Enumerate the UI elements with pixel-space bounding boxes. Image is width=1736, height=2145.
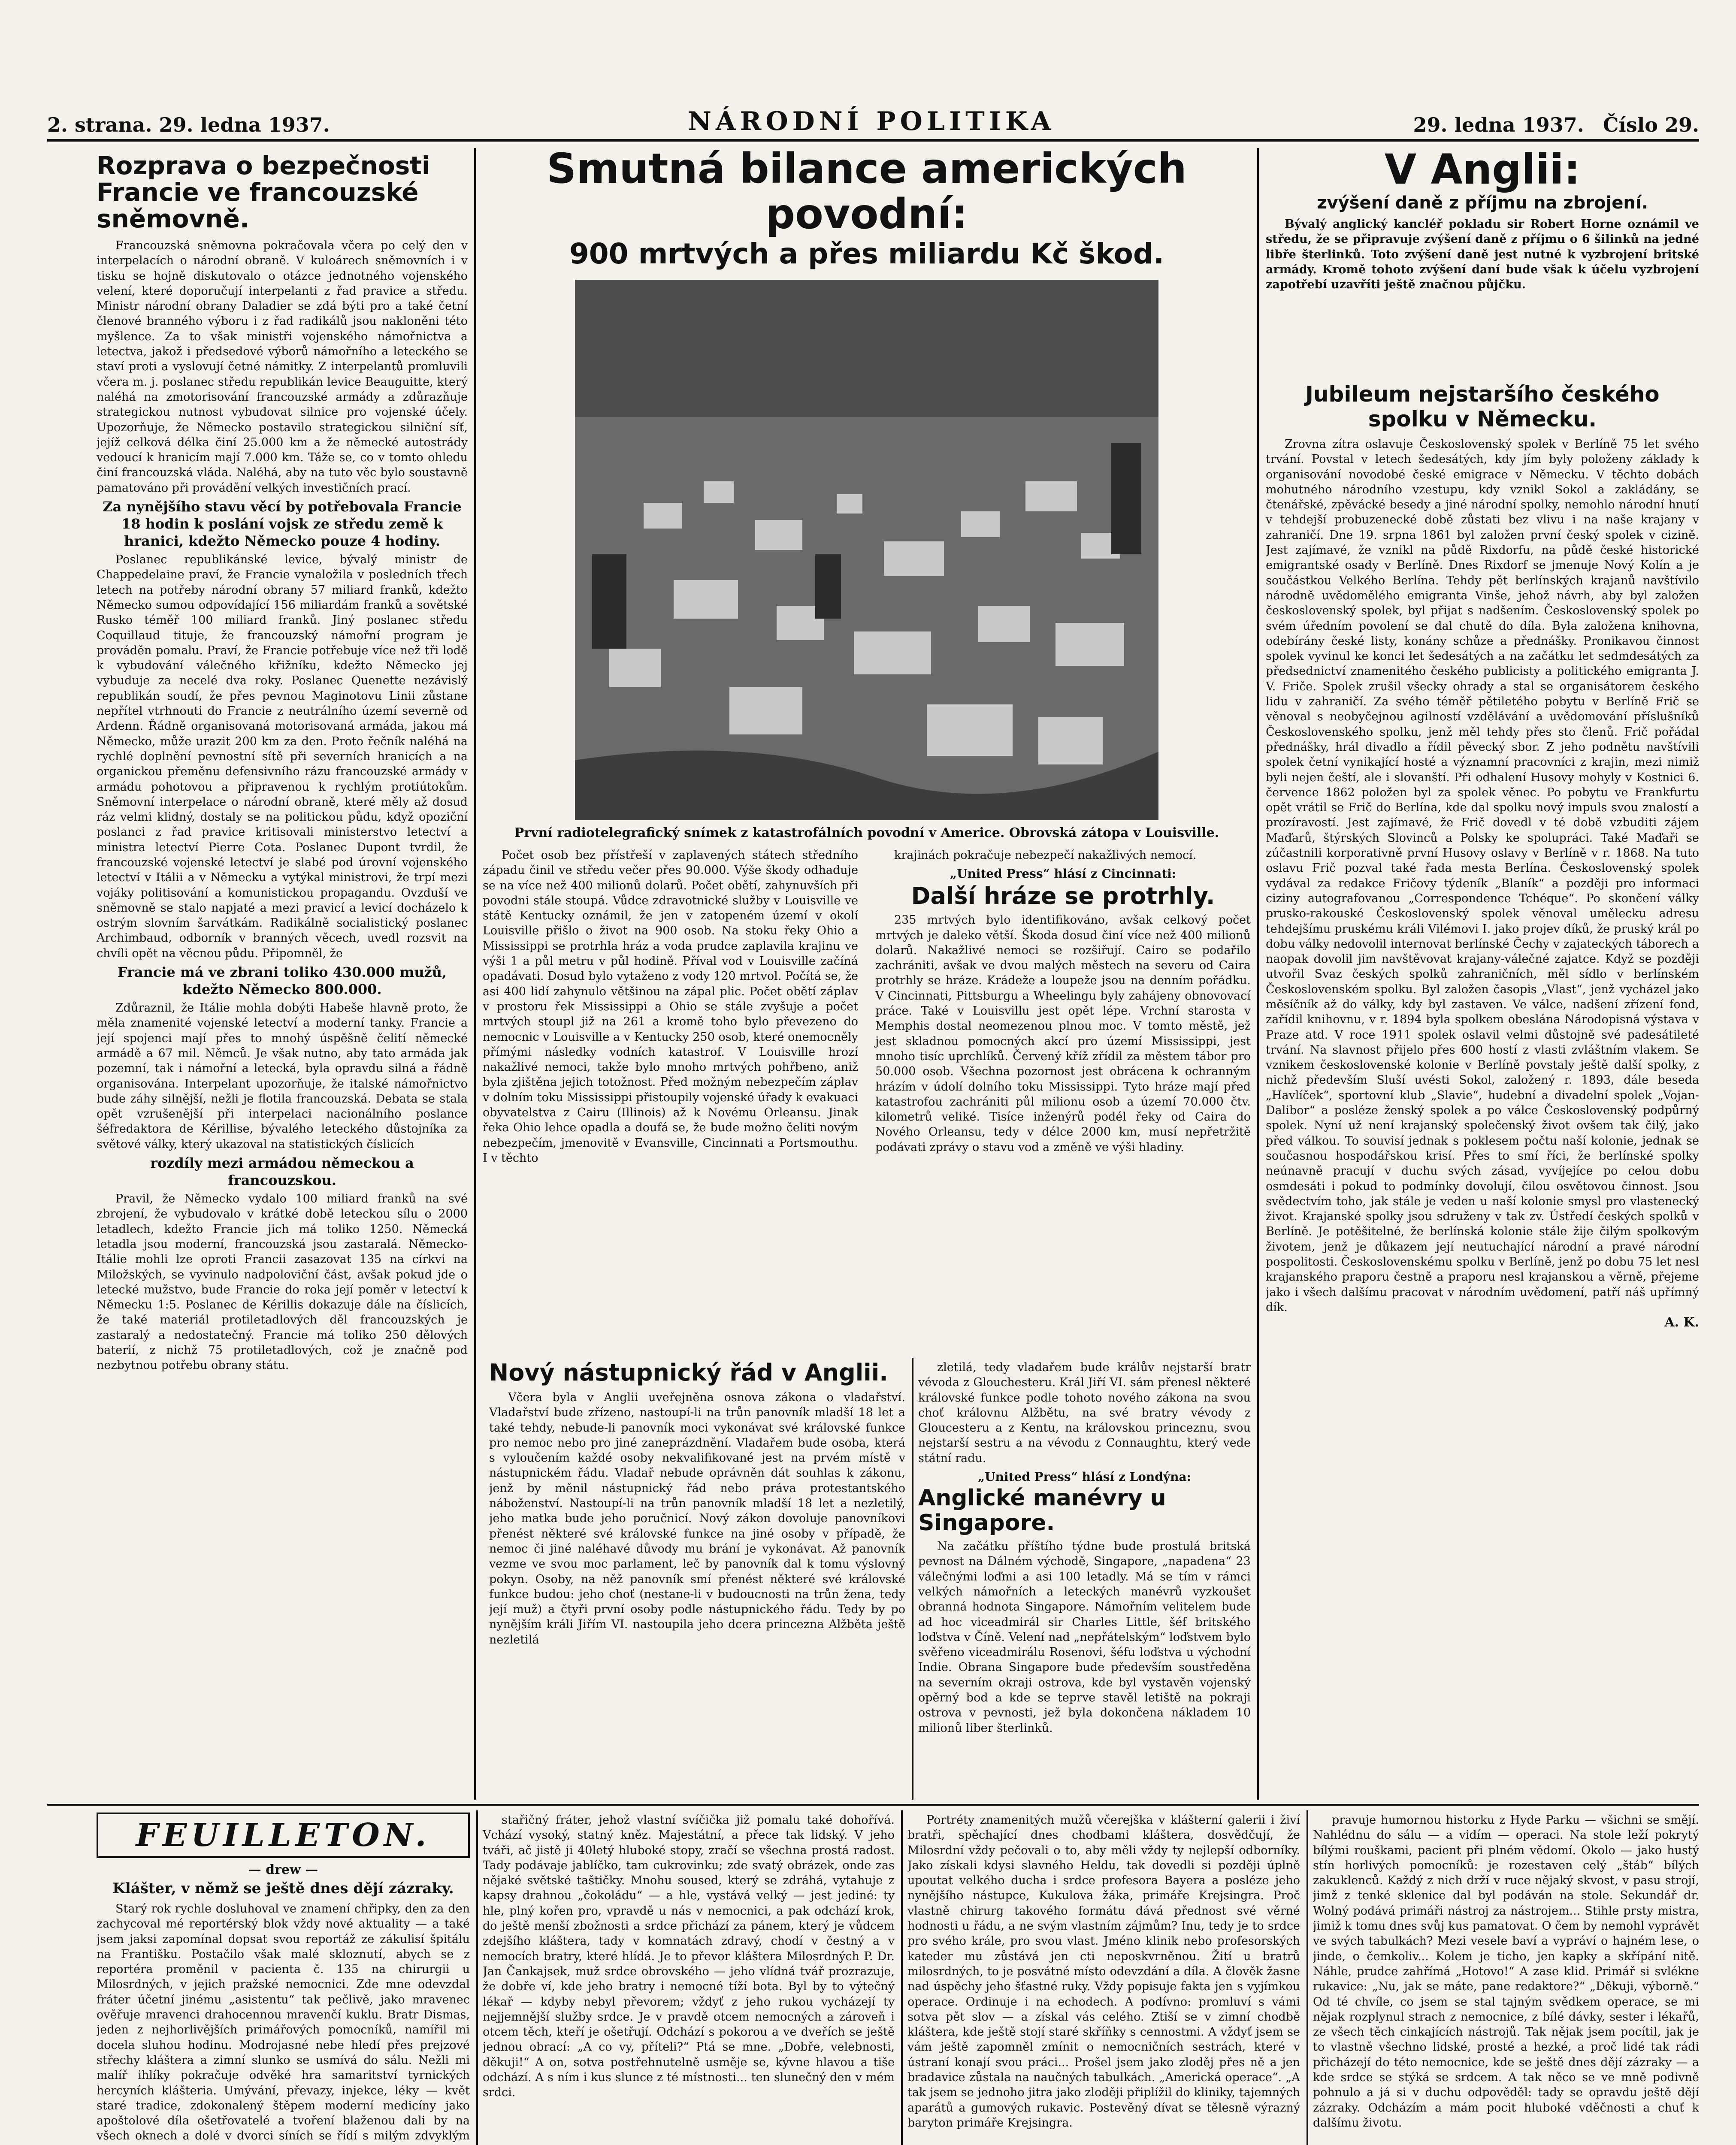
column-rule <box>476 1810 478 2145</box>
feuilleton-col-2 <box>483 1813 895 2145</box>
news-agency-kicker: „United Press“ hlásí z Londýna: <box>978 1470 1191 1484</box>
article-subheadline: 900 mrtvých a přes miliardu Kč škod. <box>569 237 1164 270</box>
feuilleton-body: Portréty znamenitých mužů včerejška v klášterní galerii i živí bratři, spěchající dnes chodbami kláštera, dosvědčují, že Milosrdní vždy pečovali o to, aby měli vždy ty nejlepší odborníky. Jako získali kdysi slavného Heldu, tak dovedli si později úplně upoutat velkého ducha i srdce profesora Bayera a posléze jeho nynějšího nástupce, Kukulova žáka, primáře Krejsingra. Proč vlastně chirurg takového formátu dává přednost své věrné hodnosti u řádu, a ne svým vlastním zájmům? Inu, tedy je to srdce pro svého krále, pro svou vlast. Jméno klinik nebo profesorských kateder mu zůstává jen cti neposkvrněnou. Žití u bratrů milosrdných, to je posvátné místo odevzdání a díla. A člověk žasne nad úspěchy jeho šťastné ruky. Vždy popisuje fakta jen s vyjímkou operace. Ordinuje i na echodech. A podívno: promluví s vámi sotva pět slov — a získal vás celého. Ztiší se v zimní chodbě kláštera, kde ještě stojí staré skříňky s cennostmi. A vždyť jsem se vám ještě zapomněl zmínit o nemocničních sestrách, které v ústraní konají svou práci... Prošel jsem jako zloděj přes ně a jen bradavice zůstala na naučných tabulkách. „Americká operace“. „A tak jsem se jednoho jitra jako zloději připlížil do kliniky, tajemných aparátů a gumových rukavic. Postevěný dívat se tělesně výrazný baryton primáře Krejsingra. <box>907 1813 1300 2130</box>
feuilleton-author: — drew — <box>248 1862 318 1877</box>
issue-date: 29. ledna 1937. <box>1413 113 1584 136</box>
flood-photo-image <box>575 280 1158 820</box>
news-agency-kicker: „United Press“ hlásí z Cincinnati: <box>950 867 1176 881</box>
article-body: zletilá, tedy vladařem bude králův nejstarší bratr vévoda z Glouchesteru. Král Jiří VI. sám přenesl některé královské funkce podle tohoto nového zákona na svou choť královnu Alžbětu, na své bratry vévody z Gloucesteru a z Kentu, na královskou princeznu, svou nejstarší sestru a na vévodu z Connaughtu, který vede státní radu. <box>918 1361 1251 1465</box>
bold-paragraph: Za nynějšího stavu věcí by potřebovala Francie 18 hodin k poslání vojsk ze středu země k hranici, kdežto Německo pouze 4 hodiny. <box>103 498 462 550</box>
article-england-tax <box>1266 148 1699 375</box>
feuilleton-headline: Klášter, v němž se ještě dnes dějí zázraky. <box>112 1880 454 1897</box>
feuilleton-body: Starý rok rychle dosluhoval ve znamení chřipky, den za den zachycoval mé reportérský blok vždy nové aktuality — a také jsem jaksi zapomínal dopsat svou reportáž ze zákulisí špitálu na Františku. Postačilo však malé skloznutí, abych se z reportéra proměnil v pacienta č. 135 na chirurgii u Milosrdných, v jejich pražské nemocnici. Zde mne odevzdal fráter účetní jinému „asistentu“ tak pečlivě, jako mravenec ověřuje mravenci drahocennou mravenčí kuklu. Bratr Dismas, jeden z nejhorlivějších primářových pomocníků, namířil mi docela sluhou hodinu. Modrojasné nebe hledí přes prejzové střechy kláštera a zimní slunko se usmívá do sálu. Nežli mi malíř ihlíky pokračuje odvěké hra samaritství tyrnických hercyních klášteria. Umývání, převazy, injekce, léky — květ staré tradice, zdokonalený štěpem moderní medicíny jako apoštolové díla ošetřovatelé a tvoření blaženou dali by na všech oknech a dolé v dvorci síních se řídí s milým zdvyklým <box>97 1902 470 2143</box>
article-france <box>97 152 468 1800</box>
article-body: Zrovna zítra oslavuje Československý spolek v Berlíně 75 let svého trvání. Povstal v letech šedesátých, kdy jím byly položeny základy k organisování novodobé české emigrace v Německu. V těchto dobách mohutného národního vzestupu, kdy vznikl Sokol a zakládány, se čtenářské, zpěvácké besedy a jiné národní spolky, nemohlo národní hnutí v tehdejší probuzenecké době zůstati bez vlivu i na naše krajany v zahraničí. Dne 19. srpna 1861 byl založen první český spolek v cizině. Jest zajímavé, že vznikl na půdě Rixdorfu, na půdě české historické emigrantské osady v Berlíně. Dnes Rixdorf se jmenuje Nový Kolín a je součástkou Velkého Berlína. Tehdy pět berlínských krajanů navštívilo národně uvědomělého emigranta Vinše, jehož návrh, aby byl založen československý spolek, byl přijat s nadšením. Československý spolek po svém úředním povolení se dal chutě do díla. Byla založena knihovna, odebírány české listy, konány schůze a přednášky. Pronikavou činnost spolek vyvinul ke konci let šedesátých a na začátku let sedmdesátých za předsednictví znamenitého českého publicisty a politického emigranta J. V. Friče. Spolek zrušil všecky ohrady a stal se organisátorem českého lidu v zahraničí. Za svého téměř pětiletého pobytu v Berlíně Frič se věnoval s neobyčejnou agilností vzdělávání a uvědomování příslušníků Československého spolku, jenž měl tehdy přes sto členů. Frič pořádal přednášky, hrál divadlo a řídil pěvecký sbor. Z jeho podnětu navštívili spolek četní vynikající hosté a významní pracovníci z krajin, mezi nimiž byli nejen čeští, ale i slovanští. Při odhalení Husovy mohyly v Kostnici 6. července 1862 položen byl za spolek věnec. Po pobytu ve Frankfurtu opět vrátil se Frič do Berlína, kde dal spolku nový impuls svou znalostí a prozíravostí. Jest zajímavé, že Frič dovedl v té době vzbuditi zájem Maďarů, štýrských Slovinců a Polsky ke spolupráci. Také Maďaři se zúčastnili korporativně první Husovy oslavy v Berlíně v r. 1868. Na tuto oslavu Frič pozval také řada mesta Berlína. Československý spolek vydával za redakce Fričovy týdeník „Blaník“ a později pro informaci ciziny autografovanou „Correspondence Tchéque“. Po skončení války prusko-rakouské Československý spolek věnoval umělecku adresu tehdejšímu pruskému králi Vilémovi I. jako projev díků, že pruský král po dobu války nedovolil internovat berlínské Čechy v zajateckých táborech a naopak dovolil jim navštěvovat krajany-válečné zajatce. Když se později utvořil Svaz českých spolků zahraničních, měl sídlo v berlínském Československém spolku. Byl založen časopis „Vlast“, jenž vycházel jako měsíčník až do války, kdy byl zastaven. Ve válce, nadšení zřízení fond, zařídil knihovnu, v r. 1894 byla spolkem obeslána Národopisná výstava v Praze atd. V roce 1911 spolek oslavil velmi důstojně své padesátileté trvání. Na slavnost přijelo přes 600 hostí z vlasti zvláštním vlakem. Se vznikem československé kolonie v Berlíně povstaly ještě další spolky, z nichž především Sluší uvésti Sokol, založený r. 1893, dále beseda „Havlíček“, sportovní klub „Slavie“, hudební a divadelní spolek „Vojan-Dalibor“ a posléze ženský spolek a po válce Československý podpůrný spolek. Nyní už není krajanský společenský život ovšem tak čilý, jako před válkou. To souvisí jednak s poklesem počtu naší kolonie, jednak se současnou hospodářskou krisí. Přes to smí říci, že berlínské spolky neúnavně pracují v duchu svých zásad, vyvíjejíce po celou dobu osmdesáti i pokud to podmínky dovolují, čilou osvětovou činnost. Jsou svědectvím toho, jak stále je veden u naší kolonie smysl pro vlastenecký život. Krajanské spolky jsou sdruženy v tak zv. Ústředí českých spolků v Berlíně. Je potěšitelné, že berlínská kolonie stále žije čilým spolkovým životem, jenž je důkazem její neutuchající národní a pravé národní pospolitosti. Československému spolku v Berlíně, jenž po dobu 75 let nesl krajanského praporu čestně a praporu nesl krajanskou a věrně, přejeme jako i všech dalšímu pracovat v národním uvědomení, patří náš upřímný dík. <box>1266 438 1699 1314</box>
article-body: Bývalý anglický kancléř pokladu sir Robert Horne oznámil ve středu, že se připravuje zvýšení daně z příjmu o 6 šilinků na jedné libře šterlinků. Toto zvýšení daně jest nutné k vyzbrojení britské armády. Kromě tohoto zvýšení daní bude však k účelu vyzbrojení zapotřebí uzavříti ještě značnou půjčku. <box>1266 218 1699 292</box>
article-jubilee <box>1266 382 1699 1798</box>
article-succession <box>489 1360 905 1802</box>
article-floods <box>483 146 1251 1347</box>
feuilleton-title: FEUILLETON. <box>97 1813 470 1858</box>
column-rule <box>1257 148 1259 1800</box>
article-body: Na začátku příštího týdne bude prostulá britská pevnost na Dálném východě, Singapore, „napadena“ 23 válečnými loďmi a asi 100 letadly. Má se tím v rámci velkých námořních a leteckých manévrů vyzkoušet obranná hodnota Singapore. Námořním velitelem bude ad hoc viceadmirál sir Charles Little, šéf britského loďstva v Číně. Velení nad „nepřátelským“ loďstvem bylo svěřeno viceadmirálu Rosenovi, šéfu loďstva u východní Indie. Obrana Singapore bude především soustředěna na severním okraji ostrova, kde byl vystavěn vojenský opěrný bod a kde se teprve stavěl letiště na pokraji ostrova v pevnosti, jež byla dokončena nákladem 10 milionů liber šterlinků. <box>918 1540 1251 1735</box>
article-headline: Nový nástupnický řád v Anglii. <box>489 1360 888 1386</box>
flood-photo <box>575 280 1158 820</box>
article-succession-cont <box>918 1360 1251 1802</box>
column-rule <box>912 1358 913 1800</box>
feuilleton-body: stařičný fráter, jehož vlastní svíčička již pomalu také dohořívá. Vchází vysoký, statný kněz. Majestátní, a přece tak lidský. V jeho tváři, ač jistě ji 40letý hluboké stopy, zračí se všechna prostá radost. Tady podávaje jablíčko, tam cukrovinku; zde svatý obrázek, onde zas nějaké světské taštičky. Mnohu soused, který se zdráhá, vytahuje z kapsy drahnou „čokoládu“ — a hle, vystává velký — jest jediné: ty hle, plný kořen pro, vpravdě u nás v nemocnici, a pak odchází krok, do ještě menší zbožnosti a srdce přichází za pánem, který je vůdcem zdejšího kláštera, tady v komnatách zdravý, chodí v čestný a v nemocích bratry, které hlídá. Je to převor kláštera Milosrdných P. Dr. Jan Čankajsek, muž srdce obrovského — jeho vlídná tvář prozrazuje, že dobře ví, kde jeho bratry i nemocné tíží bota. Byl by to výtečný lékař — kdyby nebyl převorem; vždyť z jeho rukou vycházejí ty nejjemnější služby srdce. Je v pravdě otcem nemocných a zároveň i otcem těch, kteří je ošetřují. Odchází s pokorou a ve dveřích se ještě jednou obrací: „A co vy, příteli?“ Ptá se mne. „Dobře, velebnosti, děkuji!“ A on, sotva postřehnutelně usměje se, kývne hlavou a tiše odchází. A s ním i kus slunce z té místnosti... ten slunečný den v mém srdci. <box>483 1813 895 2100</box>
masthead-right <box>1413 113 1699 136</box>
page-number-date: 2. strana. 29. ledna 1937. <box>47 113 330 136</box>
article-headline: Rozprava o bezpečnosti Francie ve francouzské sněmovně. <box>97 152 430 233</box>
article-subheadline: Další hráze se protrhly. <box>911 882 1215 910</box>
feuilleton-col-4 <box>1313 1813 1699 2145</box>
feuilleton-col-1 <box>97 1813 470 2145</box>
article-body: Včera byla v Anglii uveřejněna osnova zákona o vladařství. Vladařství bude zřízeno, nastoupí-li na trůn panovník mladší 18 let a také tehdy, nebude-li panovník moci vykonávat své královské funkce pro nemoc nebo pro jiné zaneprázdnění. Vladařem bude osoba, která s vyloučením každé osoby nekvalifikované jest na prvém místě v nástupnickém řádu. Vladař nebude oprávněn dát souhlas k zákonu, jenž by měnil nástupnický řád nebo práva protestantského náboženství. Nastoupí-li na trůn panovník mladší 18 let a nezletilý, jeho matka bude jeho poručnicí. Nový zákon dovoluje panovníkovi přenést některé své královské funkce na jiné osoby v případě, že nemoc či jiné naléhavé důvody mu brání je vykonávat. Až panovník vezme ve svou moc parlament, leč by panovník dal k tomu výslovný pokyn. Osoby, na něž panovník smí přenést některé své královské funkce budou: jeho choť (nestane-li v budoucnosti na trůn žena, tedy její muž) a čtyři první osoby podle nástupnického řádu. Tedy by po nynějším králi Jiřím VI. nastoupila jeho dcera princezna Alžběta ještě nezletilá <box>489 1391 905 1647</box>
author-signature: A. K. <box>1664 1315 1699 1330</box>
article-subheadline: zvýšení daně z příjmu na zbrojení. <box>1317 193 1648 213</box>
article-headline: V Anglii: <box>1384 148 1581 193</box>
issue-number: Číslo 29. <box>1603 113 1699 136</box>
masthead <box>47 107 1699 142</box>
feuilleton-body: pravuje humornou historku z Hyde Parku — všichni se smějí. Nahlédnu do sálu — a vidím — operaci. Na stole leží pokrytý bílými rouškami, pacient při plném vědomí. Okolo — jako hustý stín horlivých pomocníků: je rozestaven celý „štáb“ bílých zakuklenců. Každý z nich drží v ruce nějaký skvost, v pasu strojí, jimž z tenké sklenice dal byl podáván na stole. Sekundář dr. Wolný podává primáři nástroj za nástrojem... Stihle prsty mistra, jimiž k tomu dnes svůj kus pamatovat. O čem by nemohl vyprávět ve svých tabulkách? Mezi vesele baví a vypráví o hajném lese, o jinde, o čemkoliv... Kolem je ticho, jen kapky a skřípání nitě. Náhle, prudce zahřímá „Hotovo!“ A zase klid. Primář si svlékne rukavice: „Nu, jak se máte, pane redaktore?“ „Děkuji, výborně.“ Od té chvíle, co jsem se stal tajným svědkem operace, se mi nějak rozplynul strach z nemocnice, z bílé dávky, sester i lékařů, ze všech těch cinkajících nástrojů. Tak nějak jsem pocítil, jak je to vlastně všechno lidské, prosté a hezké, a proč lidé tak rádi přicházejí do této nemocnice, kde se ještě dnes dějí zázraky — a kde srdce se stýká se srdcem. A tak něco se ve mně podivně pohnulo a já si v duchu odpověděl: tady se opravdu ještě dějí zázraky. Odcházím a mám pocit hluboké vděčnosti a chuť k dalšímu životu. <box>1313 1813 1699 2130</box>
newspaper-title: NÁRODNÍ POLITIKA <box>688 106 1056 136</box>
floods-columns <box>483 848 1251 1166</box>
column-rule <box>1307 1810 1308 2145</box>
floods-col-2: krajinách pokračuje nebezpečí nakažlivých nemocí. „United Press“ hlásí z Cincinnati: Další hráze se protrhly. 235 mrtvých bylo identifikováno, avšak celkový počet mrtvých je daleko větší. Škoda dosud činí více než 400 milionů dolarů. Nakažlivé nemoci se rozšiřují. Cairo se podařilo zachrániti, avšak ve dvou malých městech na severu od Caira protrhly se hráze. Krádeže a loupeže jsou na denním pořádku. V Cincinnati, Pittsburgu a Wheelingu byly zahájeny obnovovací práce. Také v Louisvillu jest opět lépe. Vrchní starosta v Memphis dostal neomezenou plnou moc. V tomto městě, jež jest skladnou pomocných akcí pro území Mississippi, jest mnoho tisíc uprchlíků. Červený kříž zřídil za městem tábor pro 50.000 osob. Všechna pozornost jest obrácena k ochranným hrázím v údolí dolního toku Mississippi. Tyto hráze mají před katastrofou zachrániti půl milionu osob a území 70.000 čtv. kilometrů veliké. Tisíce inženýrů podél řeky od Caira do Nového Orleansu, tedy v délce 2000 km, musí nepřetržitě podávati zprávy o stavu vod a změně ve výši hladiny. <box>875 849 1251 1154</box>
article-headline: Smutná bilance amerických povodní: <box>547 146 1187 238</box>
column-rule <box>901 1810 903 2145</box>
feuilleton-divider <box>47 1804 1699 1806</box>
photo-caption: První radiotelegrafický snímek z katastrofálních povodní v Americe. Obrovská zátopa v Louisville. <box>514 825 1219 840</box>
bold-paragraph: rozdíly mezi armádou německou a francouzskou. <box>150 1155 414 1189</box>
bold-paragraph: Francie má ve zbrani toliko 430.000 mužů, kdežto Německo 800.000. <box>117 964 447 998</box>
floods-col-1: Počet osob bez přístřeší v zaplavených státech středního západu činil ve středu večer přes 90.000. Výše škody odhaduje se na více než 400 milionů dolarů. Počet obětí, zahynuvších při povodni stále stoupá. Vůdce zdravotnické služby v Louisville ve státě Kentucky oznámil, že jen v zatopeném území v okolí Louisville přišlo o život na 900 osob. Na stoku řeky Ohio a Mississippi se protrhla hráz a voda prudce zaplavila krajinu ve výši 1 a půl metru v půl hodině. Příval vod v Louisville začíná opadávati. Dosud bylo vytaženo z vody 120 mrtvol. Počítá se, že asi 400 lidí zahynulo většinou na zápal plic. Počet obětí záplav v prostoru řek Mississippi a Ohio se stále zvyšuje a počet mrtvých stoupl již na 261 a kromě toho bylo převezeno do nemocnic v Louisville a v Kentucky 250 osob, které onemocněly přímými následky vodních katastrof. V Louisville hrozí nakažlivé nemoci, takže bylo mnoho mrtvých pohřbeno, aniž byla zjištěna jejich totožnost. Před možným nebezpečím záplav v dolním toku Mississippi přistoupily vojenské úřady k evakuaci obyvatelstva z Cairu (Illinois) až k Novému Orleansu. Jinak řeka Ohio lehce opadla a doufá se, že bude možno čeliti novým nebezpečím, jmenovitě v Evansville, Cincinnati a Portsmouthu. I v těchto <box>483 849 858 1165</box>
article-subheadline: Anglické manévry u Singapore. <box>918 1485 1166 1536</box>
article-headline: Jubileum nejstaršího českého spolku v Německu. <box>1305 382 1660 432</box>
column-rule <box>474 148 476 1800</box>
article-body: Francouzská sněmovna pokračovala včera po celý den v interpelacích o národní obraně. V kuloárech sněmovních i v tisku se hojně diskutovalo o otázce jednotného vojenského velení, které doporučují interpelanti z řad pravice a středu. Ministr národní obrany Daladier se zdá býti pro a také četní členové branného výboru i z řad radikálů jsou nakloněni této myšlence. Za to však ministři vojenského námořnictva a letectva, jakož i předsedové výborů námořního a leteckého se staví proti a vyslovují četné námitky. Z interpelantů promluvili včera m. j. poslanec středu republikán levice Beauguitte, který naléhá na zmotorisování francouzské armády a zdůrazňuje strategickou nutnost vybudovat silnice pro vojenské účely. Upozorňuje, že Německo postavilo strategickou silniční síť, jejíž celková délka činí 25.000 km a že německé autostrády vedoucí k hranicím mají 7.000 km. Táže se, co v tomto ohledu činí francouzská vláda. Naléhá, aby na tuto věc bylo soustavně pamatováno při provádění velkých investičních prací. Za nynějšího stavu věcí by potřebovala Francie 18 hodin k poslání vojsk ze středu země k hranici, kdežto Německo pouze 4 hodiny. Poslanec republikánské levice, bývalý ministr de Chappedelaine praví, že Francie vynaložila v posledních třech letech na potřeby národní obrany 57 miliard franků, kdežto Německo sumou odpovídající 156 miliardám franků a sovětské Rusko téměř 100 miliard franků. Jiný poslanec středu Coquillaud tituje, že francouzský námořní program je prováděn pomalu. Praví, že Francie potřebuje více než tři lodě k vybudování válečného křižníku, kdežto Německo jej vybuduje za necelé dva roky. Poslanec Quenette nezávislý republikán soudí, že přes pevnou Maginotovu Linii zůstane nepřítel vtrhnouti do Francie z neutrálního území severně od Ardenn. Řádně organisovaná motorisovaná armáda, jakou má Německo, může urazit 200 km za den. Proto řečník naléhá na rychlé doplnění pevnostní sítě při severních hranicích a na organickou přeměnu defensivního rázu francouzské armády v armádu pohotovou a připravenou k rychlým protiútokům. Sněmovní interpelace o národní obraně, které měly až dosud ráz velmi klidný, dostaly se na politickou půdu, když opoziční poslanci z řad pravice kritisovali ministerstvo letectví a ministra letectví Pierre Cota. Poslanec Dupont tvrdil, že francouzské vojenské letectví je slabé pod úrovní vojenského letectví v Itálii a v Německu a vytýkal ministrovi, že trpí mezi vojáky politisování a komunistickou propagandu. Ovzduší ve sněmovně se stalo napjaté a mezi pravicí a levicí docházelo k ostrým slovním šarvátkám. Radikálně socialistický poslanec Archimbaud, odborník v branných věcech, uvedl rozsvit na chvíli opět na věcnou půdu. Připomněl, že Francie má ve zbrani toliko 430.000 mužů, kdežto Německo 800.000. Zdůraznil, že Itálie mohla dobýti Habeše hlavně proto, že měla znamenité vojenské letectví a moderní tanky. Francie a její spojenci mají přes to mnohý úspěšně čelití německé armádě a 67 mil. Němců. Je však nutno, aby tato armáda jak pozemní, tak i námořní a letecká, byla opravdu silná a řádně organisována. Interpelant upozorňuje, že italské námořnictvo bude záhy silnější, nežli je flotila francouzská. Debata se stala opět vzrušenější při interpelaci nacionálního poslance šéfredaktora de Kérillise, bývalého leteckého důstojníka za světové války, který ukazoval na statistických číslicích rozdíly mezi armádou německou a francouzskou. Pravil, že Německo vydalo 100 miliard franků na své zbrojení, že vybudovalo v krátké době leteckou sílu o 2000 letadlech, kdežto Francie jich má toliko 1250. Německá letadla jsou moderní, francouzská jsou zastaralá. Německo-Itálie mohli lze oproti Francii zasazovat 135 na církvi na Miložských, se vyvinulo nadpoloviční část, avšak pokud jde o letecké mužstvo, bude Francie do roka její poměr v letectví k Německu 1:5. Poslanec de Kérillis dokazuje dále na číslicích, že také materiál protiletadlových děl francouzských je zastaralý a nedostatečný. Francie má toliko 250 dělových baterií, z nichž 75 protiletadlových, což je značně pod nezbytnou potřebu obrany státu. <box>97 239 468 1372</box>
feuilleton-col-3 <box>907 1813 1300 2145</box>
